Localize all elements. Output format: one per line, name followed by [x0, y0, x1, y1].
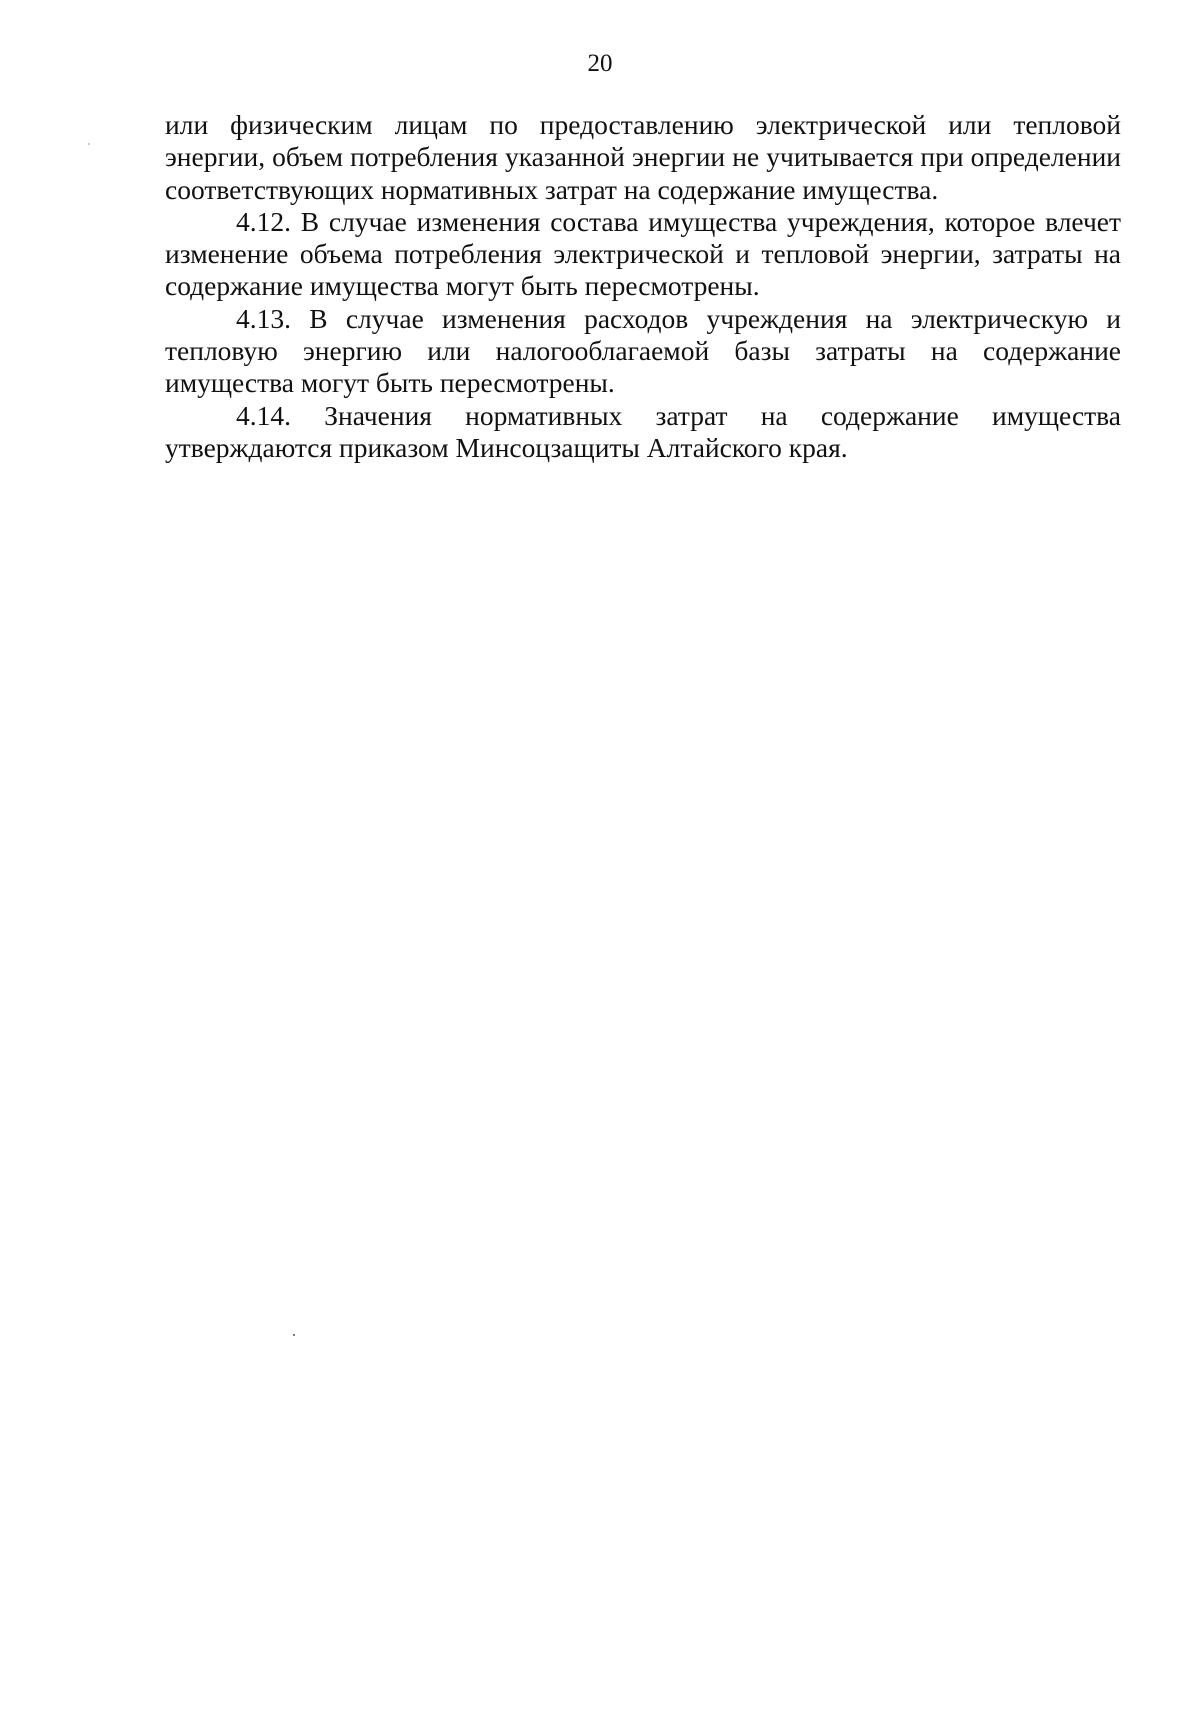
paragraph-4-13: 4.13. В случае изменения расходов учреждения на электрическую и тепловую энергию или налогооблагаемой базы затраты на содержание имущества могут быть пересмотрены.	[165, 302, 1121, 399]
scan-speck	[293, 1334, 295, 1336]
paragraph-continuation: или физическим лицам по предоставлению электрической или тепловой энергии, объем потребления указанной энергии не учитывается при определении соответствующих нормативных затрат на содержание имущества.	[165, 109, 1121, 205]
paragraph-4-14: 4.14. Значения нормативных затрат на содержание имущества утверждаются приказом Минсоцзащиты Алтайского края.	[165, 399, 1121, 463]
page-number: 20	[587, 50, 613, 77]
paragraph-4-12: 4.12. В случае изменения состава имущества учреждения, которое влечет изменение объема потребления электрической и тепловой энергии, затраты на содержание имущества могут быть пересмотрены.	[165, 205, 1121, 302]
document-body	[165, 109, 1121, 464]
scan-speck	[88, 143, 90, 145]
